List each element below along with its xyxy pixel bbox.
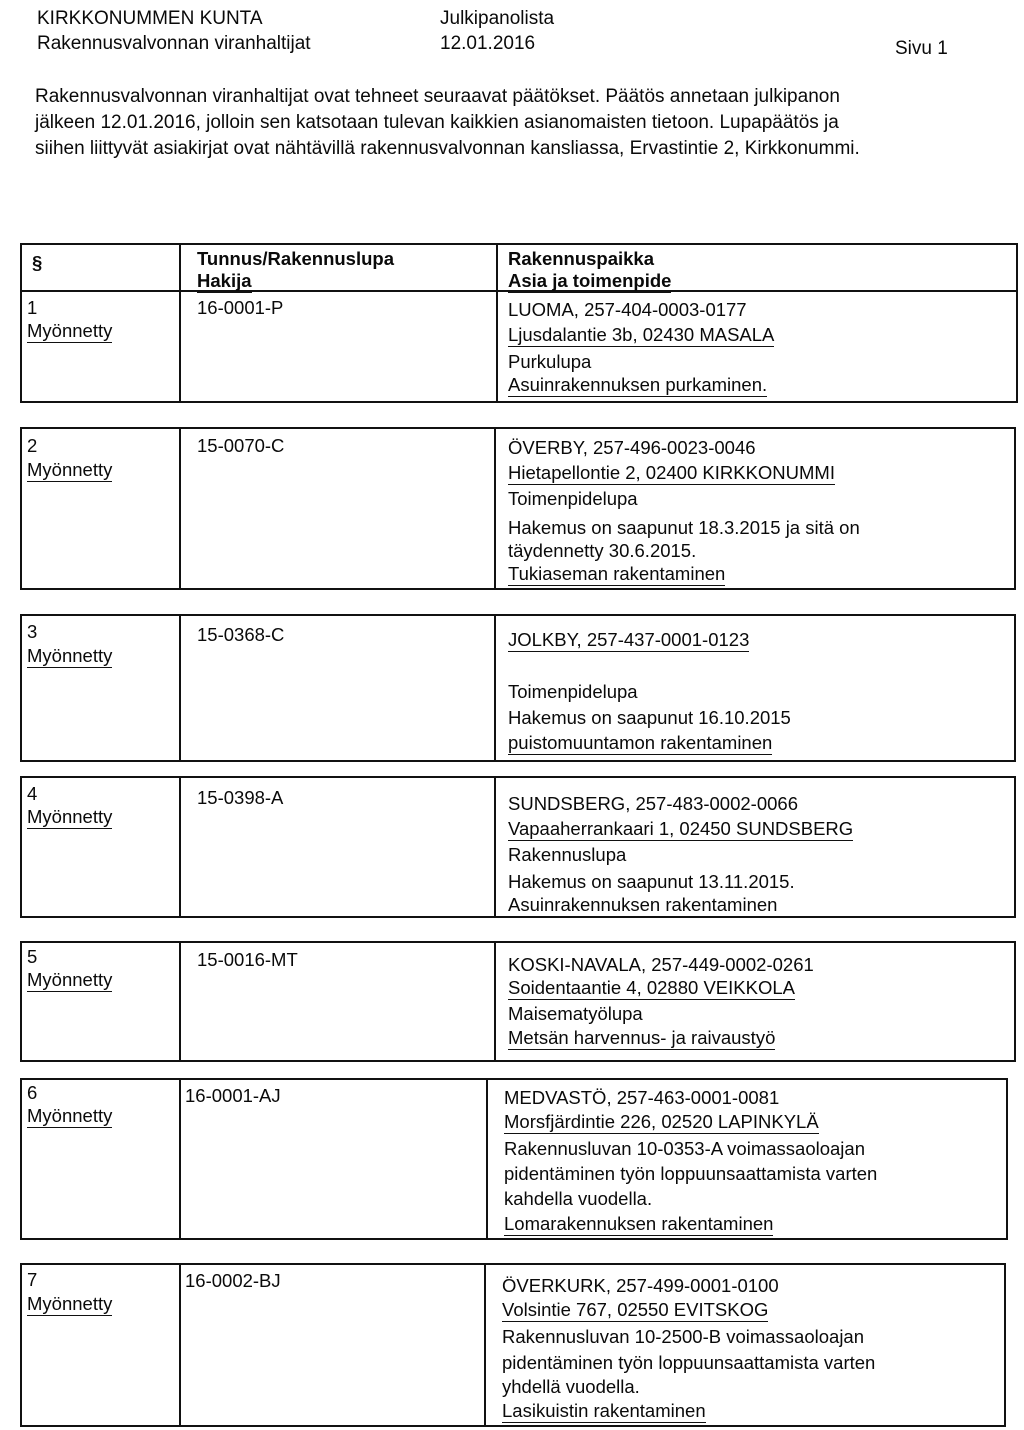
list-title: Julkipanolista [440,8,555,29]
list-date: 12.01.2016 [440,33,536,54]
permit-type: Purkulupa [508,351,592,372]
permit-type: Rakennusluvan 10-2500-B voimassaoloajan [502,1326,865,1347]
decision-status: Myönnetty [27,645,113,666]
decision-detail: Hakemus on saapunut 13.11.2015. [508,871,795,892]
section-symbol: § [32,252,43,273]
decision-detail: yhdellä vuodella. [502,1376,640,1397]
permit-id: 15-0070-C [197,435,285,456]
column-header-site: Rakennuspaikka [508,248,655,269]
decision-block-4 [20,776,1016,918]
property-id: ÖVERKURK, 257-499-0001-0100 [502,1275,779,1296]
decision-block-6 [20,1078,1008,1240]
decision-status: Myönnetty [27,1293,113,1314]
decision-number: 5 [27,946,38,967]
decision-detail: Hakemus on saapunut 16.10.2015 [508,707,791,728]
decision-block-2 [20,427,1016,590]
intro-paragraph [35,84,1010,162]
action-description: Metsän harvennus- ja raivaustyö [508,1027,776,1048]
decision-number: 7 [27,1269,38,1290]
decision-detail: Hakemus on saapunut 18.3.2015 ja sitä on [508,517,860,538]
decision-status: Myönnetty [27,459,113,480]
permit-id: 15-0016-MT [197,949,298,970]
property-address: Hietapellontie 2, 02400 KIRKKONUMMI [508,462,835,483]
property-id: ÖVERBY, 257-496-0023-0046 [508,437,756,458]
decision-block-3 [20,614,1016,762]
permit-type: Toimenpidelupa [508,681,638,702]
permit-id: 16-0001-AJ [185,1085,281,1106]
property-id: JOLKBY, 257-437-0001-0123 [508,629,750,650]
permit-type: Rakennuslupa [508,844,627,865]
decision-number: 6 [27,1082,38,1103]
property-id: MEDVASTÖ, 257-463-0001-0081 [504,1087,780,1108]
decision-detail: kahdella vuodella. [504,1188,653,1209]
decision-block-1 [20,243,1018,403]
permit-id: 16-0002-BJ [185,1270,281,1291]
action-description: Asuinrakennuksen purkaminen. [508,374,768,395]
decision-status: Myönnetty [27,320,113,341]
column-header-applicant: Hakija [197,270,252,291]
intro-line: jälkeen 12.01.2016, jolloin sen katsotaan tulevan kaikkien asianomaisten tietoon. Lupapäätös ja [35,112,839,133]
permit-id: 16-0001-P [197,297,284,318]
column-header-action: Asia ja toimenpide [508,270,672,291]
decision-status: Myönnetty [27,969,113,990]
action-description: Tukiaseman rakentaminen [508,563,726,584]
decision-number: 2 [27,435,38,456]
action-description: Asuinrakennuksen rakentaminen [508,894,778,915]
property-id: SUNDSBERG, 257-483-0002-0066 [508,793,798,814]
decision-number: 1 [27,297,38,318]
action-description: Lasikuistin rakentaminen [502,1400,706,1421]
decision-number: 3 [27,621,38,642]
decision-detail: pidentäminen työn loppuunsaattamista varten [504,1163,878,1184]
page-number: Sivu 1 [895,38,948,59]
property-address: Soidentaantie 4, 02880 VEIKKOLA [508,977,795,998]
department-name: Rakennusvalvonnan viranhaltijat [37,33,311,54]
intro-line: siihen liittyvät asiakirjat ovat nähtävillä rakennusvalvonnan kansliassa, Ervastintie 2, Kirkkonummi. [35,138,860,159]
permit-type: Maisematyölupa [508,1003,643,1024]
decision-detail: pidentäminen työn loppuunsaattamista varten [502,1352,876,1373]
property-id: KOSKI-NAVALA, 257-449-0002-0261 [508,954,814,975]
property-address: Vapaaherrankaari 1, 02450 SUNDSBERG [508,818,854,839]
action-description: puistomuuntamon rakentaminen [508,732,773,753]
intro-line: Rakennusvalvonnan viranhaltijat ovat tehneet seuraavat päätökset. Päätös annetaan julkipanon [35,86,840,107]
column-header-permit: Tunnus/Rakennuslupa [197,248,395,269]
property-address: Ljusdalantie 3b, 02430 MASALA [508,324,775,345]
property-address: Morsfjärdintie 226, 02520 LAPINKYLÄ [504,1111,819,1132]
permit-type: Rakennusluvan 10-0353-A voimassaoloajan [504,1138,865,1159]
permit-id: 15-0398-A [197,787,284,808]
decision-status: Myönnetty [27,806,113,827]
permit-type: Toimenpidelupa [508,488,638,509]
decision-block-5 [20,941,1016,1062]
decision-status: Myönnetty [27,1105,113,1126]
municipality-name: KIRKKONUMMEN KUNTA [37,8,263,29]
decision-detail: täydennetty 30.6.2015. [508,540,697,561]
action-description: Lomarakennuksen rakentaminen [504,1213,774,1234]
property-address: Volsintie 767, 02550 EVITSKOG [502,1299,769,1320]
decision-number: 4 [27,783,38,804]
permit-id: 15-0368-C [197,624,285,645]
property-id: LUOMA, 257-404-0003-0177 [508,299,747,320]
decision-block-7 [20,1263,1006,1427]
